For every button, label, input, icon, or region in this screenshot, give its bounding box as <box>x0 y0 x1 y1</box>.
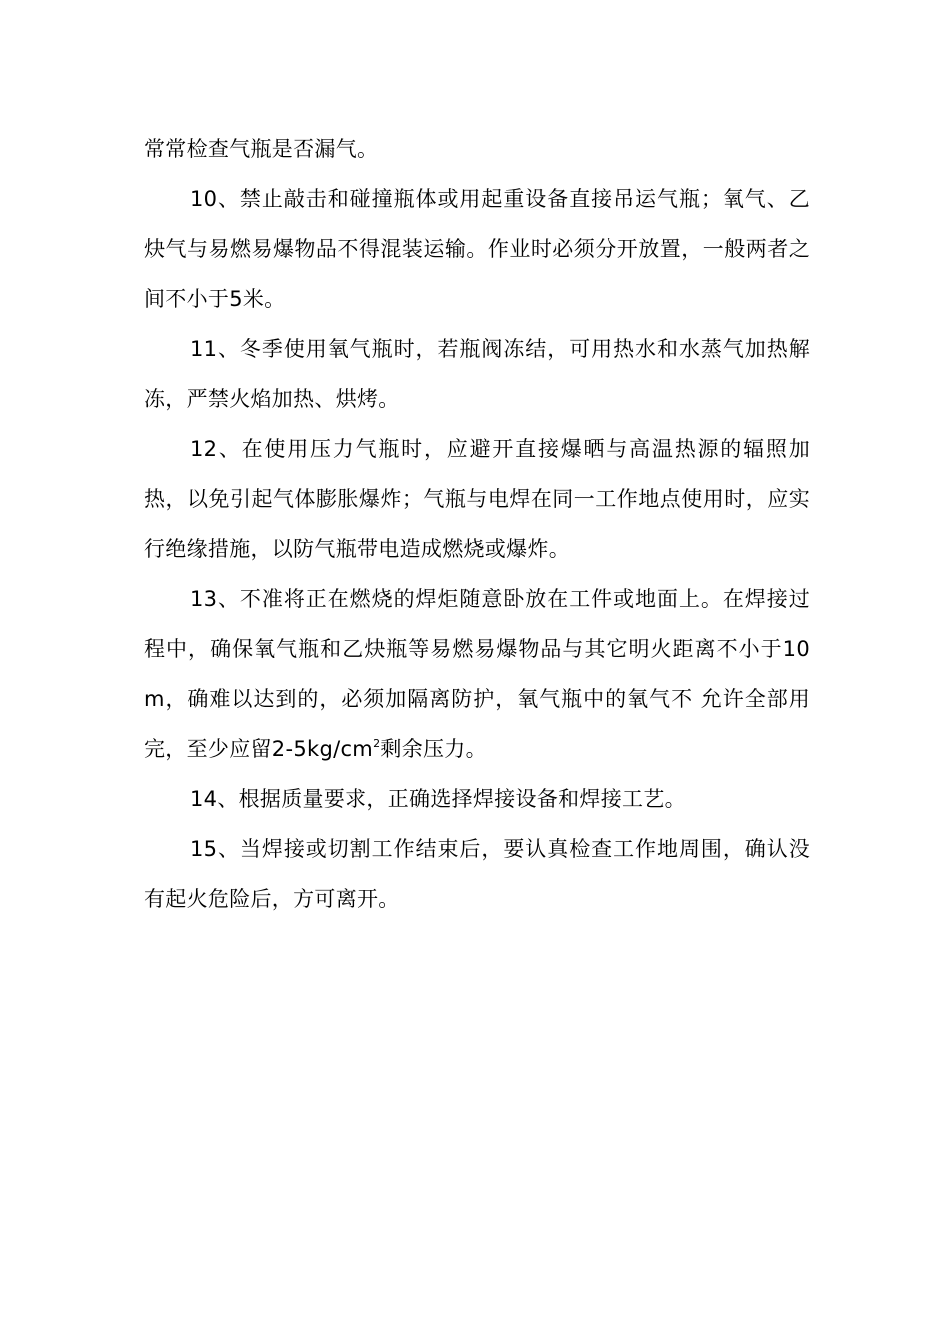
paragraph-item-10: 10、禁止敲击和碰撞瓶体或用起重设备直接吊运气瓶；氧气、乙炔气与易燃易爆物品不得混装运输。作业时必须分开放置，一般两者之间不小于5米。 <box>144 187 810 311</box>
paragraph-item-13-text: 13、不准将正在燃烧的焊炬随意卧放在工件或地面上。在焊接过程中，确保氧气瓶和乙炔瓶等易燃易爆物品与其它明火距离不小于10m，确难以达到的，必须加隔离防护，氧气瓶中的氧气不 允许全部用完，至少应留2-5kg/cm <box>144 587 810 761</box>
document-body <box>144 124 810 924</box>
paragraph-item-13-tail: 剩余压力。 <box>380 737 487 761</box>
paragraph-item-11: 11、冬季使用氧气瓶时，若瓶阀冻结，可用热水和水蒸气加热解冻，严禁火焰加热、烘烤。 <box>144 337 810 411</box>
paragraph-item-14: 14、根据质量要求，正确选择焊接设备和焊接工艺。 <box>190 787 686 811</box>
paragraph-item-15: 15、当焊接或切割工作结束后，要认真检查工作地周围，确认没有起火危险后，方可离开。 <box>144 837 810 911</box>
paragraph-continuation: 常常检查气瓶是否漏气。 <box>144 137 379 161</box>
paragraph-item-13 <box>144 574 810 774</box>
superscript-unit: 2 <box>373 737 381 750</box>
paragraph-item-12: 12、在使用压力气瓶时，应避开直接爆晒与高温热源的辐照加热，以免引起气体膨胀爆炸；气瓶与电焊在同一工作地点使用时，应实行绝缘措施，以防气瓶带电造成燃烧或爆炸。 <box>144 437 810 561</box>
